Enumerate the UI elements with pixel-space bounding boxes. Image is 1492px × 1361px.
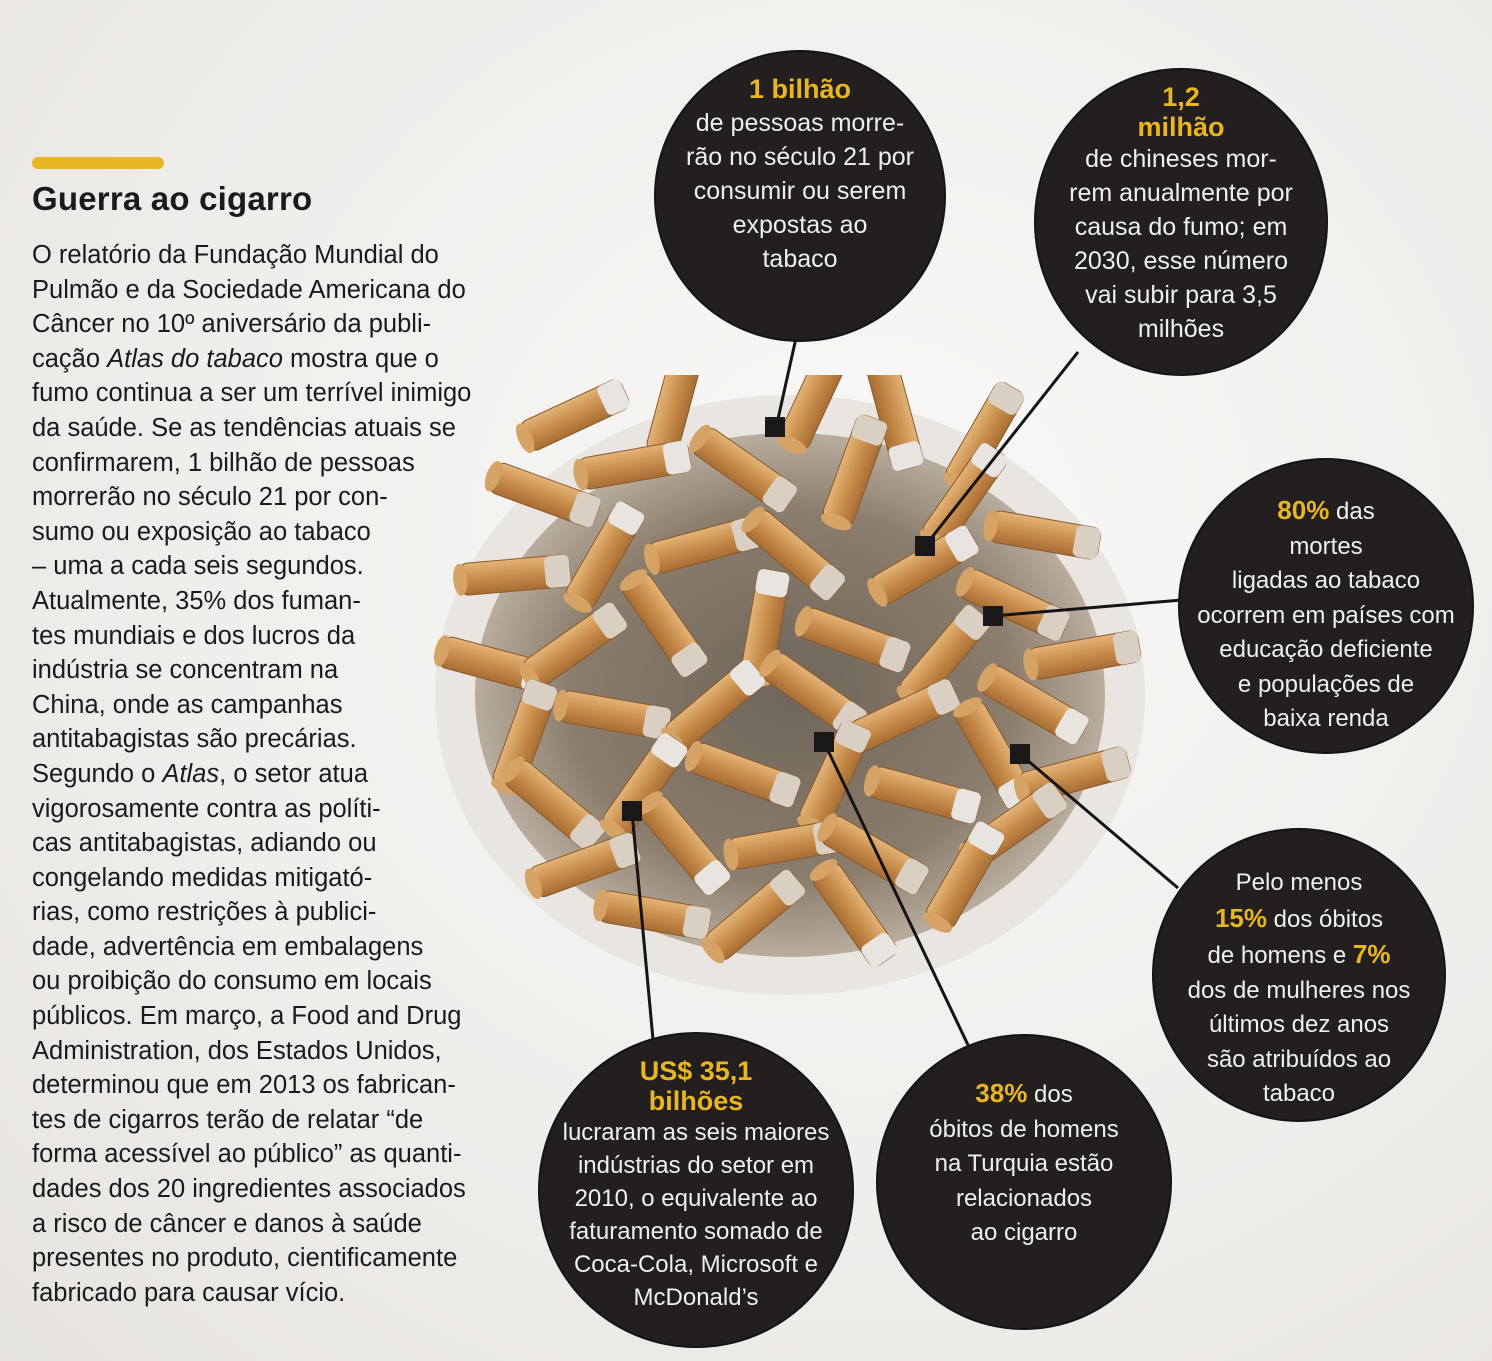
callout-line [1154, 901, 1444, 938]
callout-line [1180, 493, 1472, 530]
article-line-prefix: Segundo o [32, 759, 163, 788]
article-line: dade, advertência em embalagens [32, 932, 424, 961]
callout-highlight: 1 bilhão [748, 74, 851, 104]
marker-4 [1010, 744, 1030, 764]
article-line: Administration, dos Estados Unidos, [32, 1036, 442, 1065]
callout-gender-deaths [1154, 830, 1444, 1120]
callout-line: 2010, o equivalente ao [574, 1185, 818, 1212]
callout-line: óbitos de homens [929, 1115, 1119, 1143]
callout-line: Pelo menos [1235, 869, 1363, 896]
callout-line: 2030, esse número [1073, 247, 1289, 275]
article-line-rest: mostra que o [282, 344, 439, 373]
article-line: morrerão no século 21 por con- [32, 483, 388, 512]
article-line: tes mundiais e dos lucros da [32, 621, 356, 650]
callout-line: educação deficiente [1219, 636, 1433, 663]
callout-highlight: US$ 35,1 [639, 1056, 753, 1086]
marker-1 [765, 417, 785, 437]
callout-highlight: 1,2 [1162, 82, 1200, 112]
callout-line: Coca-Cola, Microsoft e [573, 1251, 819, 1278]
callout-line: consumir ou serem [693, 177, 907, 205]
headline: Guerra ao cigarro [32, 180, 313, 217]
callout-line [1154, 937, 1444, 974]
callout-line: de pessoas morre- [695, 109, 905, 137]
callout-line: mortes [1289, 532, 1363, 560]
article-line: O relatório da Fundação Mundial do [32, 241, 439, 269]
article-line: vigorosamente contra as políti- [32, 794, 381, 823]
article-line: a risco de câncer e danos à saúde [32, 1209, 422, 1238]
article-line: da saúde. Se as tendências atuais se [32, 413, 456, 442]
callout-text: dos óbitos [1266, 905, 1384, 933]
callout-line: ao cigarro [970, 1219, 1078, 1246]
callout-1-billion-deaths [656, 52, 944, 340]
article-line: cas antitabagistas, adiando ou [32, 829, 377, 858]
article-line: fumo continua a ser um terrível inimigo [32, 379, 472, 408]
callout-line: rão no século 21 por [686, 143, 914, 171]
article-line: Atualmente, 35% dos fuman- [32, 586, 361, 615]
marker-6 [622, 801, 642, 821]
callout-line: vai subir para 3,5 [1085, 281, 1277, 309]
callout-china-deaths [1036, 70, 1326, 374]
callout-line: de chineses mor- [1085, 145, 1277, 173]
callout-line: milhões [1137, 315, 1225, 343]
callout-line: lucraram as seis maiores [562, 1119, 830, 1146]
callout-line: e populações de [1237, 670, 1415, 698]
callout-line: tabaco [1262, 1080, 1336, 1107]
callout-after-highlight: dos [1027, 1081, 1073, 1108]
callout-highlight: 80% [1277, 495, 1330, 525]
ashtray-illustration [425, 375, 1155, 995]
article-line: ou proibição do consumo em locais [32, 967, 432, 996]
article-line: China, onde as campanhas [32, 690, 343, 719]
article-line [32, 342, 471, 377]
callout-highlight: milhão [1137, 112, 1225, 142]
article-line: dades dos 20 ingredientes associados [32, 1175, 466, 1204]
callout-line: McDonald’s [633, 1284, 759, 1311]
callout-line: indústrias do setor em [577, 1152, 815, 1179]
callout-highlight: 7% [1352, 939, 1391, 969]
callout-line: faturamento somado de [569, 1218, 823, 1245]
article-line: congelando medidas mitigató- [32, 863, 373, 892]
callout-industry-profit [540, 1034, 852, 1346]
article-line-prefix: cação [32, 344, 108, 373]
article-line: Câncer no 10º aniversário da publi- [32, 310, 432, 339]
callout-line: últimos dez anos [1208, 1011, 1390, 1038]
article-body [32, 238, 471, 1310]
callout-line: na Turquia estão [934, 1150, 1114, 1177]
article-line: confirmarem, 1 bilhão de pessoas [32, 448, 415, 477]
callout-turkey [878, 1036, 1170, 1328]
callout-line: rem anualmente por [1069, 179, 1293, 207]
marker-5 [814, 732, 834, 752]
article-line [32, 757, 471, 792]
callout-highlight: bilhões [648, 1086, 744, 1116]
article-line: determinou que em 2013 os fabrican- [32, 1071, 456, 1100]
callout-highlight: 38% [975, 1078, 1028, 1108]
article-line: forma acessível ao público” as quanti- [32, 1140, 462, 1169]
article-line: fabricado para causar vício. [32, 1278, 346, 1307]
article-line-rest: , o setor atua [219, 759, 368, 788]
callout-line: são atribuídos ao [1206, 1045, 1392, 1073]
callout-text: de homens e [1207, 942, 1353, 969]
callout-line: tabaco [762, 245, 838, 273]
article-line: tes de cigarros terão de relatar “de [32, 1105, 424, 1134]
callout-line: ocorrem em países com [1197, 601, 1455, 629]
article-line: – uma a cada seis segundos. [32, 552, 364, 581]
article-line: sumo ou exposição ao tabaco [32, 517, 371, 546]
callout-line: causa do fumo; em [1074, 213, 1288, 241]
accent-bar [32, 157, 164, 169]
marker-2 [915, 536, 935, 556]
callout-line: expostas ao [732, 211, 868, 239]
callout-line: dos de mulheres nos [1187, 976, 1411, 1004]
callout-line [878, 1076, 1170, 1113]
callout-80-percent [1180, 460, 1472, 752]
callout-line: ligadas ao tabaco [1231, 567, 1421, 594]
callout-highlight: 15% [1214, 902, 1267, 933]
callout-line: baixa renda [1263, 705, 1389, 732]
marker-3 [983, 606, 1003, 626]
article-line: antitabagistas são precárias. [32, 725, 357, 754]
article-line: presentes no produto, cientificamente [32, 1244, 458, 1273]
article-line: Pulmão e da Sociedade Americana do [32, 275, 466, 304]
article-line: rias, como restrições à publici- [32, 898, 377, 927]
atlas-title: Atlas do tabaco [107, 344, 283, 373]
atlas-short: Atlas [162, 759, 220, 788]
article-line: públicos. Em março, a Food and Drug [32, 1002, 462, 1031]
article-line: indústria se concentram na [32, 656, 339, 685]
callout-line: relacionados [955, 1184, 1093, 1212]
callout-after-highlight: das [1329, 498, 1375, 525]
